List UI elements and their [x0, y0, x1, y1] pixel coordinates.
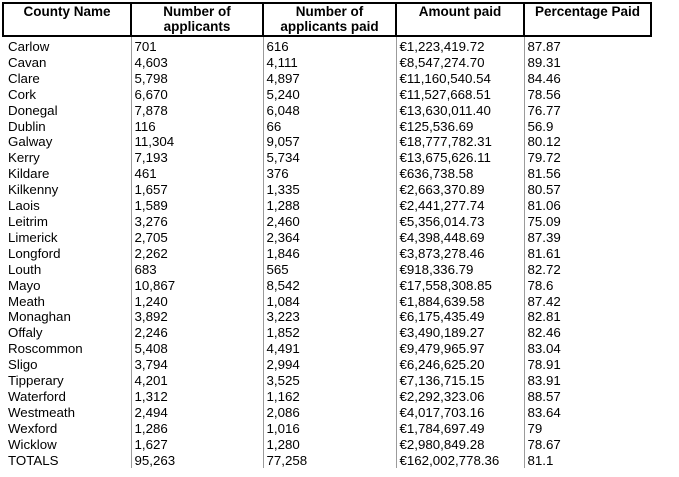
header-row — [3, 3, 651, 36]
cell-number-of-applicants: 5,798 — [131, 71, 263, 87]
cell-number-of-applicants: 3,892 — [131, 309, 263, 325]
cell-percentage-paid: 75.09 — [524, 214, 651, 230]
header-label: Number of — [295, 4, 364, 19]
cell-county-name: Carlow — [3, 36, 131, 55]
table-row — [3, 87, 651, 103]
cell-amount-paid: €6,175,435.49 — [396, 309, 524, 325]
cell-number-of-applicants: 7,878 — [131, 103, 263, 119]
cell-percentage-paid: 81.61 — [524, 246, 651, 262]
cell-number-of-applicants: 6,670 — [131, 87, 263, 103]
column-header-county-name — [3, 3, 131, 36]
table-row — [3, 36, 651, 55]
cell-amount-paid: €8,547,274.70 — [396, 55, 524, 71]
header-label-line2: applicants — [163, 18, 231, 34]
cell-percentage-paid: 81.06 — [524, 198, 651, 214]
table-row — [3, 55, 651, 71]
cell-number-of-applicants: 4,603 — [131, 55, 263, 71]
header-label: County Name — [23, 4, 111, 19]
table-row — [3, 405, 651, 421]
cell-county-name: Cavan — [3, 55, 131, 71]
cell-number-of-applicants-paid: 1,084 — [263, 294, 396, 310]
cell-number-of-applicants: 2,494 — [131, 405, 263, 421]
cell-number-of-applicants-paid: 3,223 — [263, 309, 396, 325]
cell-county-name: Mayo — [3, 278, 131, 294]
cell-amount-paid: €918,336.79 — [396, 262, 524, 278]
cell-number-of-applicants: 1,627 — [131, 437, 263, 453]
cell-number-of-applicants: 3,794 — [131, 357, 263, 373]
cell-percentage-paid: 84.46 — [524, 71, 651, 87]
cell-percentage-paid: 78.91 — [524, 357, 651, 373]
cell-percentage-paid: 82.72 — [524, 262, 651, 278]
table-row — [3, 230, 651, 246]
cell-number-of-applicants: 3,276 — [131, 214, 263, 230]
cell-number-of-applicants: 2,262 — [131, 246, 263, 262]
cell-amount-paid: €6,246,625.20 — [396, 357, 524, 373]
cell-amount-paid: €4,017,703.16 — [396, 405, 524, 421]
cell-number-of-applicants: 701 — [131, 36, 263, 55]
cell-county-name: Dublin — [3, 119, 131, 135]
cell-percentage-paid: 81.56 — [524, 166, 651, 182]
cell-amount-paid: €162,002,778.36 — [396, 453, 524, 469]
cell-number-of-applicants-paid: 1,335 — [263, 182, 396, 198]
header-label: Number of — [163, 4, 231, 19]
cell-amount-paid: €2,663,370.89 — [396, 182, 524, 198]
cell-county-name: Donegal — [3, 103, 131, 119]
cell-number-of-applicants: 5,408 — [131, 341, 263, 357]
cell-number-of-applicants-paid: 4,111 — [263, 55, 396, 71]
cell-amount-paid: €2,292,323.06 — [396, 389, 524, 405]
cell-amount-paid: €17,558,308.85 — [396, 278, 524, 294]
table-row — [3, 357, 651, 373]
cell-number-of-applicants: 95,263 — [131, 453, 263, 469]
cell-percentage-paid: 87.39 — [524, 230, 651, 246]
cell-number-of-applicants-paid: 5,240 — [263, 87, 396, 103]
cell-percentage-paid: 89.31 — [524, 55, 651, 71]
table-row — [3, 278, 651, 294]
table-header — [3, 3, 651, 36]
cell-number-of-applicants-paid: 4,897 — [263, 71, 396, 87]
cell-number-of-applicants-paid: 2,086 — [263, 405, 396, 421]
cell-percentage-paid: 78.6 — [524, 278, 651, 294]
header-label: Amount paid — [418, 4, 502, 19]
cell-county-name: Waterford — [3, 389, 131, 405]
cell-percentage-paid: 87.87 — [524, 36, 651, 55]
cell-amount-paid: €5,356,014.73 — [396, 214, 524, 230]
table-row — [3, 103, 651, 119]
cell-number-of-applicants: 2,246 — [131, 325, 263, 341]
cell-percentage-paid: 81.1 — [524, 453, 651, 469]
column-header-number-of-applicants — [131, 3, 263, 36]
cell-number-of-applicants: 1,589 — [131, 198, 263, 214]
county-payments-table — [2, 2, 652, 468]
cell-amount-paid: €1,223,419.72 — [396, 36, 524, 55]
cell-percentage-paid: 88.57 — [524, 389, 651, 405]
cell-percentage-paid: 83.91 — [524, 373, 651, 389]
cell-number-of-applicants-paid: 9,057 — [263, 134, 396, 150]
cell-number-of-applicants-paid: 5,734 — [263, 150, 396, 166]
cell-county-name: Monaghan — [3, 309, 131, 325]
cell-amount-paid: €11,527,668.51 — [396, 87, 524, 103]
cell-number-of-applicants-paid: 616 — [263, 36, 396, 55]
cell-amount-paid: €4,398,448.69 — [396, 230, 524, 246]
table-row — [3, 294, 651, 310]
cell-number-of-applicants-paid: 2,364 — [263, 230, 396, 246]
cell-county-name: Cork — [3, 87, 131, 103]
header-label: Percentage Paid — [534, 4, 641, 19]
cell-percentage-paid: 56.9 — [524, 119, 651, 135]
cell-number-of-applicants: 1,240 — [131, 294, 263, 310]
table-row — [3, 214, 651, 230]
cell-number-of-applicants-paid: 1,016 — [263, 421, 396, 437]
cell-amount-paid: €636,738.58 — [396, 166, 524, 182]
cell-number-of-applicants-paid: 2,460 — [263, 214, 396, 230]
table-row — [3, 453, 651, 469]
cell-number-of-applicants: 461 — [131, 166, 263, 182]
table-row — [3, 246, 651, 262]
cell-percentage-paid: 76.77 — [524, 103, 651, 119]
column-header-number-of-applicants-paid — [263, 3, 396, 36]
cell-amount-paid: €2,441,277.74 — [396, 198, 524, 214]
cell-number-of-applicants: 683 — [131, 262, 263, 278]
cell-county-name: Kerry — [3, 150, 131, 166]
cell-amount-paid: €1,784,697.49 — [396, 421, 524, 437]
table-row — [3, 71, 651, 87]
cell-number-of-applicants: 2,705 — [131, 230, 263, 246]
cell-county-name: Wexford — [3, 421, 131, 437]
cell-county-name: Offaly — [3, 325, 131, 341]
cell-county-name: Meath — [3, 294, 131, 310]
cell-percentage-paid: 80.57 — [524, 182, 651, 198]
table-row — [3, 198, 651, 214]
cell-percentage-paid: 79 — [524, 421, 651, 437]
table-row — [3, 134, 651, 150]
cell-county-name: Tipperary — [3, 373, 131, 389]
cell-amount-paid: €18,777,782.31 — [396, 134, 524, 150]
cell-number-of-applicants-paid: 77,258 — [263, 453, 396, 469]
cell-amount-paid: €11,160,540.54 — [396, 71, 524, 87]
cell-percentage-paid: 79.72 — [524, 150, 651, 166]
cell-amount-paid: €13,675,626.11 — [396, 150, 524, 166]
cell-amount-paid: €13,630,011.40 — [396, 103, 524, 119]
cell-percentage-paid: 83.64 — [524, 405, 651, 421]
cell-number-of-applicants: 116 — [131, 119, 263, 135]
cell-number-of-applicants-paid: 3,525 — [263, 373, 396, 389]
cell-amount-paid: €7,136,715.15 — [396, 373, 524, 389]
table-body — [3, 36, 651, 468]
cell-county-name: TOTALS — [3, 453, 131, 469]
cell-county-name: Leitrim — [3, 214, 131, 230]
cell-number-of-applicants-paid: 1,280 — [263, 437, 396, 453]
cell-number-of-applicants: 1,286 — [131, 421, 263, 437]
cell-number-of-applicants-paid: 6,048 — [263, 103, 396, 119]
cell-county-name: Limerick — [3, 230, 131, 246]
table-row — [3, 262, 651, 278]
table-row — [3, 182, 651, 198]
table-row — [3, 166, 651, 182]
table-row — [3, 341, 651, 357]
cell-county-name: Wicklow — [3, 437, 131, 453]
header-label-line2: applicants paid — [280, 18, 379, 34]
cell-percentage-paid: 87.42 — [524, 294, 651, 310]
cell-number-of-applicants-paid: 376 — [263, 166, 396, 182]
cell-number-of-applicants: 1,312 — [131, 389, 263, 405]
cell-number-of-applicants-paid: 4,491 — [263, 341, 396, 357]
cell-amount-paid: €1,884,639.58 — [396, 294, 524, 310]
table-row — [3, 150, 651, 166]
table-row — [3, 119, 651, 135]
cell-number-of-applicants: 4,201 — [131, 373, 263, 389]
table-row — [3, 309, 651, 325]
cell-county-name: Longford — [3, 246, 131, 262]
cell-county-name: Clare — [3, 71, 131, 87]
cell-number-of-applicants-paid: 8,542 — [263, 278, 396, 294]
cell-county-name: Westmeath — [3, 405, 131, 421]
cell-percentage-paid: 78.67 — [524, 437, 651, 453]
cell-number-of-applicants: 10,867 — [131, 278, 263, 294]
cell-county-name: Kildare — [3, 166, 131, 182]
cell-number-of-applicants-paid: 1,852 — [263, 325, 396, 341]
column-header-amount-paid — [396, 3, 524, 36]
cell-percentage-paid: 80.12 — [524, 134, 651, 150]
cell-amount-paid: €3,490,189.27 — [396, 325, 524, 341]
cell-number-of-applicants: 1,657 — [131, 182, 263, 198]
cell-amount-paid: €2,980,849.28 — [396, 437, 524, 453]
table-row — [3, 437, 651, 453]
cell-number-of-applicants: 11,304 — [131, 134, 263, 150]
cell-county-name: Roscommon — [3, 341, 131, 357]
table-row — [3, 373, 651, 389]
cell-amount-paid: €125,536.69 — [396, 119, 524, 135]
cell-percentage-paid: 83.04 — [524, 341, 651, 357]
cell-county-name: Sligo — [3, 357, 131, 373]
cell-number-of-applicants-paid: 2,994 — [263, 357, 396, 373]
cell-percentage-paid: 78.56 — [524, 87, 651, 103]
cell-percentage-paid: 82.46 — [524, 325, 651, 341]
cell-number-of-applicants-paid: 66 — [263, 119, 396, 135]
table-row — [3, 325, 651, 341]
table-row — [3, 421, 651, 437]
cell-county-name: Louth — [3, 262, 131, 278]
cell-county-name: Laois — [3, 198, 131, 214]
column-header-percentage-paid — [524, 3, 651, 36]
cell-amount-paid: €9,479,965.97 — [396, 341, 524, 357]
cell-number-of-applicants-paid: 1,846 — [263, 246, 396, 262]
cell-amount-paid: €3,873,278.46 — [396, 246, 524, 262]
cell-number-of-applicants-paid: 1,162 — [263, 389, 396, 405]
cell-number-of-applicants: 7,193 — [131, 150, 263, 166]
cell-percentage-paid: 82.81 — [524, 309, 651, 325]
table-row — [3, 389, 651, 405]
cell-county-name: Galway — [3, 134, 131, 150]
cell-number-of-applicants-paid: 1,288 — [263, 198, 396, 214]
cell-number-of-applicants-paid: 565 — [263, 262, 396, 278]
cell-county-name: Kilkenny — [3, 182, 131, 198]
